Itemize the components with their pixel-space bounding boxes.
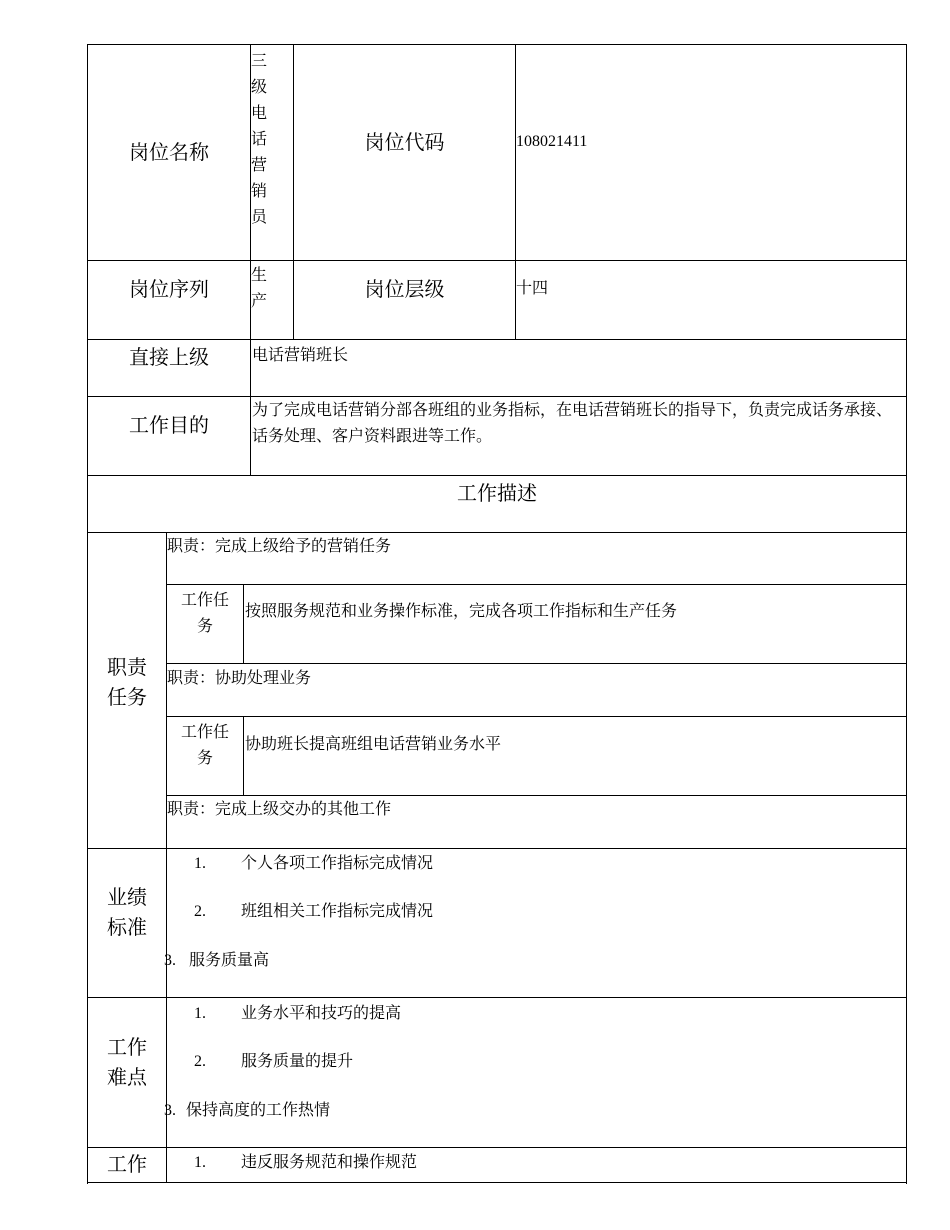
last-item-text: 违反服务规范和操作规范 [241,1154,418,1171]
duties-label-text: 职责任务 [107,656,147,709]
diff-1-text: 业务水平和技巧的提高 [241,1005,402,1022]
post-level-value: 十四 [516,280,549,297]
post-seq-value: 生产 [251,267,268,310]
task-label-1 [167,588,243,640]
post-seq-label: 岗位序列 [129,279,209,301]
desc-header: 工作描述 [457,483,537,505]
task-2: 协助班长提高班组电话营销业务水平 [245,736,502,753]
diff-3-text: 保持高度的工作热情 [186,1102,331,1119]
post-code-label: 岗位代码 [364,131,445,154]
perf-label [88,880,166,945]
post-name-label: 岗位名称 [129,141,209,164]
task-col-2 [243,716,244,796]
duty-3: 职责：完成上级交办的其他工作 [167,801,392,818]
post-name-value: 三级电话营销员 [251,53,268,226]
row-line-5 [87,532,907,533]
perf-line [87,848,907,849]
post-code-value: 108021411 [516,133,588,150]
superior-label: 直接上级 [129,347,209,369]
task-label-1-text: 工作任务 [180,592,229,635]
perf-1-num: 1. [194,855,206,872]
duty-line-1 [166,584,907,585]
perf-label-text: 业绩标准 [107,886,147,939]
diff-1-num: 1. [194,1005,206,1022]
post-level-label: 岗位层级 [364,279,445,301]
perf-3-text: 服务质量高 [189,952,270,969]
duty-2: 职责：协助处理业务 [167,670,312,687]
diff-line [87,997,907,998]
duty-line-4 [166,795,907,796]
diff-label-text: 工作难点 [107,1036,147,1089]
diff-3-num: 3. [164,1102,176,1119]
duties-label [88,645,166,720]
task-col-1 [243,584,244,664]
last-item-num: 1. [194,1154,206,1171]
superior-value: 电话营销班长 [252,347,349,364]
last-label: 工作 [107,1154,147,1176]
perf-1-text: 个人各项工作指标完成情况 [241,855,434,872]
perf-2-text: 班组相关工作指标完成情况 [241,903,434,920]
perf-2-num: 2. [194,903,206,920]
purpose-label: 工作目的 [129,415,209,437]
border-right [906,44,907,1184]
duty-line-3 [166,716,907,717]
perf-3-num: 3. [164,952,176,969]
diff-2-num: 2. [194,1053,206,1070]
border-bottom [87,1182,907,1183]
duty-line-2 [166,663,907,664]
purpose-value: 为了完成电话营销分部各班组的业务指标，在电话营销班长的指导下，负责完成话务承接、话务处理、客户资料跟进等工作。 [252,402,893,445]
task-label-2 [167,720,243,772]
duty-1: 职责：完成上级给予的营销任务 [167,538,392,555]
diff-label [88,1030,166,1095]
diff-2-text: 服务质量的提升 [241,1053,354,1070]
task-1: 按照服务规范和业务操作标准，完成各项工作指标和生产任务 [245,603,678,620]
task-label-2-text: 工作任务 [180,724,229,767]
last-line [87,1147,907,1148]
